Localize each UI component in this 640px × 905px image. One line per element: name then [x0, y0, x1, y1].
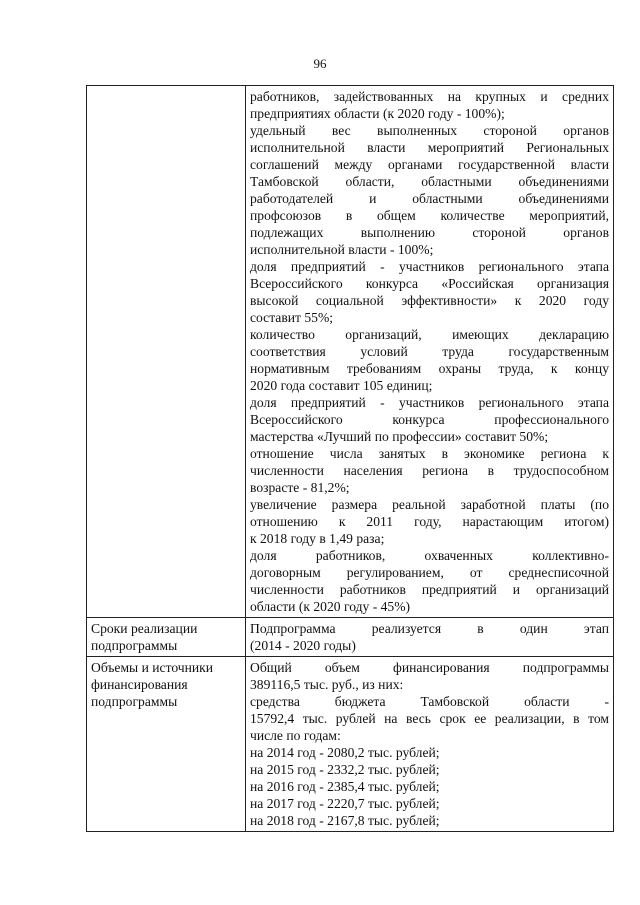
- text-line: предприятиях области (к 2020 году - 100%);: [250, 106, 505, 121]
- table-row: [87, 657, 614, 832]
- text-line: на 2014 год - 2080,2 тыс. рублей;: [250, 745, 440, 760]
- text-line: Подпрограмма реализуется в один этап: [250, 621, 609, 636]
- text-line: Общий объем финансирования подпрограммы: [250, 660, 609, 675]
- text-line: доля предприятий - участников регионального этапа: [250, 395, 609, 410]
- text-line: к 2018 году в 1,49 раза;: [250, 531, 385, 546]
- text-line: количество организаций, имеющих декларацию: [250, 327, 609, 342]
- text-line: численности работников предприятий и организаций: [250, 582, 609, 597]
- row-content: [246, 657, 614, 832]
- text-line: средства бюджета Тамбовской области -: [250, 694, 609, 709]
- page-number: 96: [313, 56, 327, 71]
- text-line: увеличение размера реальной заработной платы (по: [250, 497, 609, 512]
- text-line: работодателей и областными объединениями: [250, 191, 609, 206]
- text-line: отношение числа занятых в экономике региона к: [250, 446, 609, 461]
- text-line: 389116,5 тыс. руб., из них:: [250, 677, 404, 692]
- text-line: численности населения региона в трудоспособном: [250, 463, 609, 478]
- text-line: на 2017 год - 2220,7 тыс. рублей;: [250, 796, 440, 811]
- row-label: Сроки реализации подпрограммы: [87, 618, 246, 657]
- text-line: мастерства «Лучший по профессии» составит 50%;: [250, 429, 549, 444]
- row-content: [246, 618, 614, 657]
- table-row: [87, 618, 614, 657]
- table-row: [87, 86, 614, 618]
- text-line: на 2018 год - 2167,8 тыс. рублей;: [250, 813, 440, 828]
- text-line: высокой социальной эффективности» к 2020 году: [250, 293, 609, 308]
- text-line: доля предприятий - участников регионального этапа: [250, 259, 609, 274]
- text-line: Тамбовской области, областными объединениями: [250, 174, 609, 189]
- text-line: числе по годам:: [250, 728, 341, 743]
- text-line: нормативным требованиям охраны труда, к концу: [250, 361, 609, 376]
- text-line: возрасте - 81,2%;: [250, 480, 350, 495]
- text-line: удельный вес выполненных стороной органов: [250, 123, 609, 138]
- text-line: соглашений между органами государственной власти: [250, 157, 609, 172]
- text-line: подлежащих выполнению стороной органов: [250, 225, 609, 240]
- text-line: на 2016 год - 2385,4 тыс. рублей;: [250, 779, 440, 794]
- text-line: Всероссийского конкурса «Российская организация: [250, 276, 609, 291]
- text-line: соответствия условий труда государственным: [250, 344, 609, 359]
- row-label: [87, 86, 246, 618]
- text-line: области (к 2020 году - 45%): [250, 599, 411, 614]
- text-line: профсоюзов в общем количестве мероприятий,: [250, 208, 609, 223]
- text-line: на 2015 год - 2332,2 тыс. рублей;: [250, 762, 440, 777]
- text-line: исполнительной власти - 100%;: [250, 242, 434, 257]
- text-line: отношению к 2011 году, нарастающим итогом): [250, 514, 609, 529]
- passport-table: [86, 85, 614, 832]
- text-line: 2020 года составит 105 единиц;: [250, 378, 433, 393]
- text-line: договорным регулированием, от среднесписочной: [250, 565, 609, 580]
- text-line: доля работников, охваченных коллективно-: [250, 548, 609, 563]
- text-line: (2014 - 2020 годы): [250, 638, 356, 653]
- text-line: составит 55%;: [250, 310, 334, 325]
- text-line: Всероссийского конкурса профессионального: [250, 412, 609, 427]
- row-label: Объемы и источники финансирования подпрограммы: [87, 657, 246, 832]
- text-line: исполнительной власти мероприятий Региональных: [250, 140, 609, 155]
- row-content: [246, 86, 614, 618]
- text-line: 15792,4 тыс. рублей на весь срок ее реализации, в том: [250, 711, 609, 726]
- text-line: работников, задействованных на крупных и средних: [250, 89, 609, 104]
